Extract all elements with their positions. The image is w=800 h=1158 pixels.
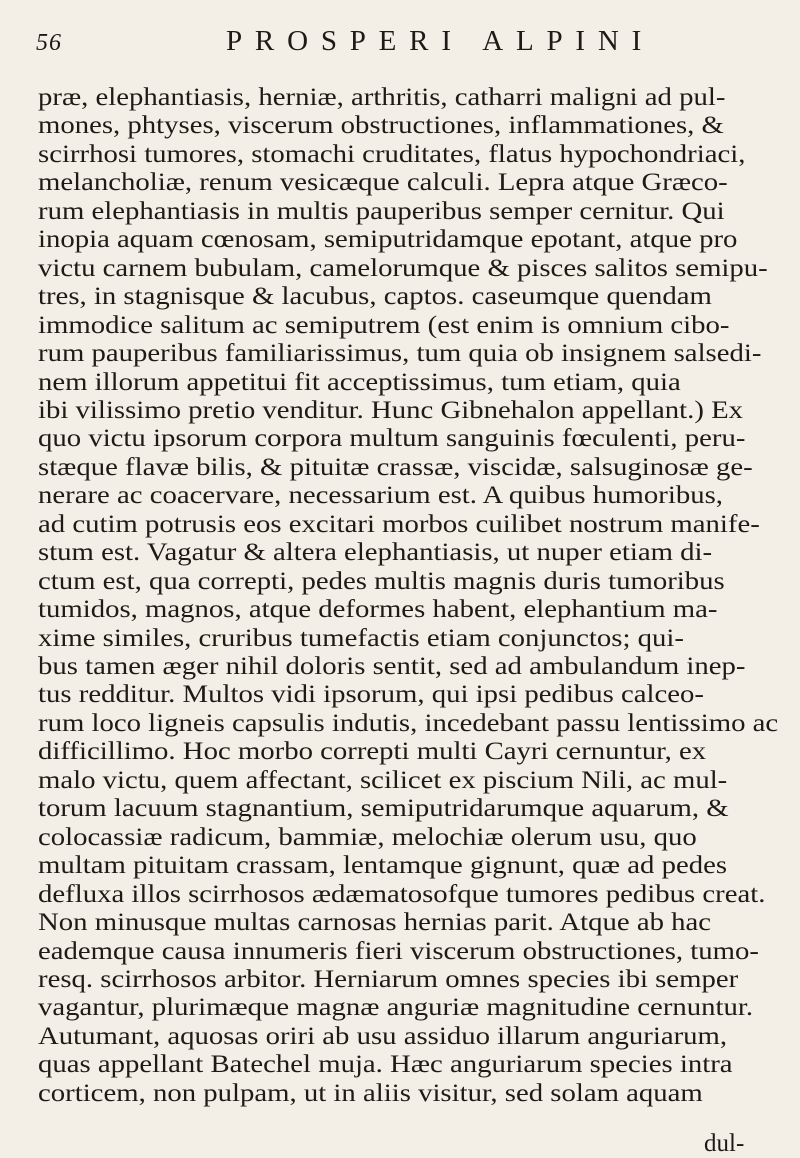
text-line: defluxa illos scirrhosos ædæmatosofque tumores pedibus creat. (38, 880, 766, 908)
text-line: melancholiæ, renum vesicæque calculi. Lepra atque Græco- (38, 169, 728, 197)
text-line: resq. scirrhosos arbitor. Herniarum omnes species ibi semper (38, 965, 739, 993)
text-line: ctum est, qua correpti, pedes multis magnis duris tumoribus (38, 567, 725, 595)
text-line: stæque flavæ bilis, & pituitæ crassæ, viscidæ, salsuginosæ ge- (38, 453, 753, 481)
text-line: victu carnem bubulam, camelorumque & pisces salitos semipu- (38, 254, 768, 282)
text-line: eademque causa innumeris fieri viscerum obstructiones, tumo- (38, 937, 759, 965)
text-line: rum pauperibus familiarissimus, tum quia ob insignem salsedi- (38, 340, 762, 368)
running-title: PROSPERI ALPINI (226, 25, 655, 57)
text-line: ibi vilissimo pretio venditur. Hunc Gibnehalon appellant.) Ex (38, 396, 744, 424)
text-line: inopia aquam cœnosam, semiputridamque epotant, atque pro (38, 226, 738, 254)
text-line: scirrhosi tumores, stomachi cruditates, flatus hypochondriaci, (38, 140, 746, 168)
text-line: tres, in stagnisque & lacubus, captos. caseumque quendam (38, 283, 712, 311)
text-line: tus redditur. Multos vidi ipsorum, qui ipsi pedibus calceo- (38, 681, 704, 709)
text-line: ad cutim potrusis eos excitari morbos cuilibet nostrum manife- (38, 510, 760, 538)
text-line: multam pituitam crassam, lentamque gignunt, quæ ad pedes (38, 852, 728, 880)
text-line: quas appellant Batechel muja. Hæc anguriarum species intra (38, 1051, 733, 1079)
text-line: vagantur, plurimæque magnæ anguriæ magnitudine cernuntur. (38, 994, 754, 1022)
text-line: immodice salitum ac semiputrem (est enim is omnium cibo- (38, 311, 730, 339)
page-number: 56 (36, 30, 62, 56)
text-line: rum elephantiasis in multis pauperibus semper cernitur. Qui (38, 197, 725, 225)
text-line: stum est. Vagatur & altera elephantiasis, ut nuper etiam di- (38, 539, 713, 567)
text-line: malo victu, quem affectant, scilicet ex piscium Nili, ac mul- (38, 766, 728, 794)
text-line: difficillimo. Hoc morbo correpti multi Cayri cernuntur, ex (38, 738, 707, 766)
text-line: nem illorum appetitui fit acceptissimus, tum etiam, quia (38, 368, 681, 396)
text-line: tumidos, magnos, atque deformes habent, elephantium ma- (38, 596, 718, 624)
text-line: xime similes, cruribus tumefactis etiam conjunctos; qui- (38, 624, 684, 652)
text-line: corticem, non pulpam, ut in aliis visitur, sed solam aquam (38, 1079, 703, 1107)
catchword: dul- (704, 1130, 745, 1157)
text-line: nerare ac coacervare, necessarium est. A quibus humoribus, (38, 482, 723, 510)
text-line: colocassiæ radicum, bammiæ, melochiæ olerum usu, quo (38, 823, 697, 851)
text-line: Autumant, aquosas oriri ab usu assiduo illarum anguriarum, (38, 1022, 728, 1050)
text-line: quo victu ipsorum corpora multum sanguinis fœculenti, peru- (38, 425, 746, 453)
text-line: præ, elephantiasis, herniæ, arthritis, catharri maligni ad pul- (38, 84, 726, 111)
text-line: Non minusque multas carnosas hernias parit. Atque ab hac (38, 909, 712, 937)
text-line: torum lacuum stagnantium, semiputridarumque aquarum, & (38, 795, 729, 823)
page-header (0, 22, 800, 72)
text-line: mones, phtyses, viscerum obstructiones, inflammationes, & (38, 112, 724, 140)
text-line: rum loco ligneis capsulis indutis, incedebant passu lentissimo ac (38, 709, 779, 737)
text-line: bus tamen æger nihil doloris sentit, sed ad ambulandum inep- (38, 653, 746, 680)
